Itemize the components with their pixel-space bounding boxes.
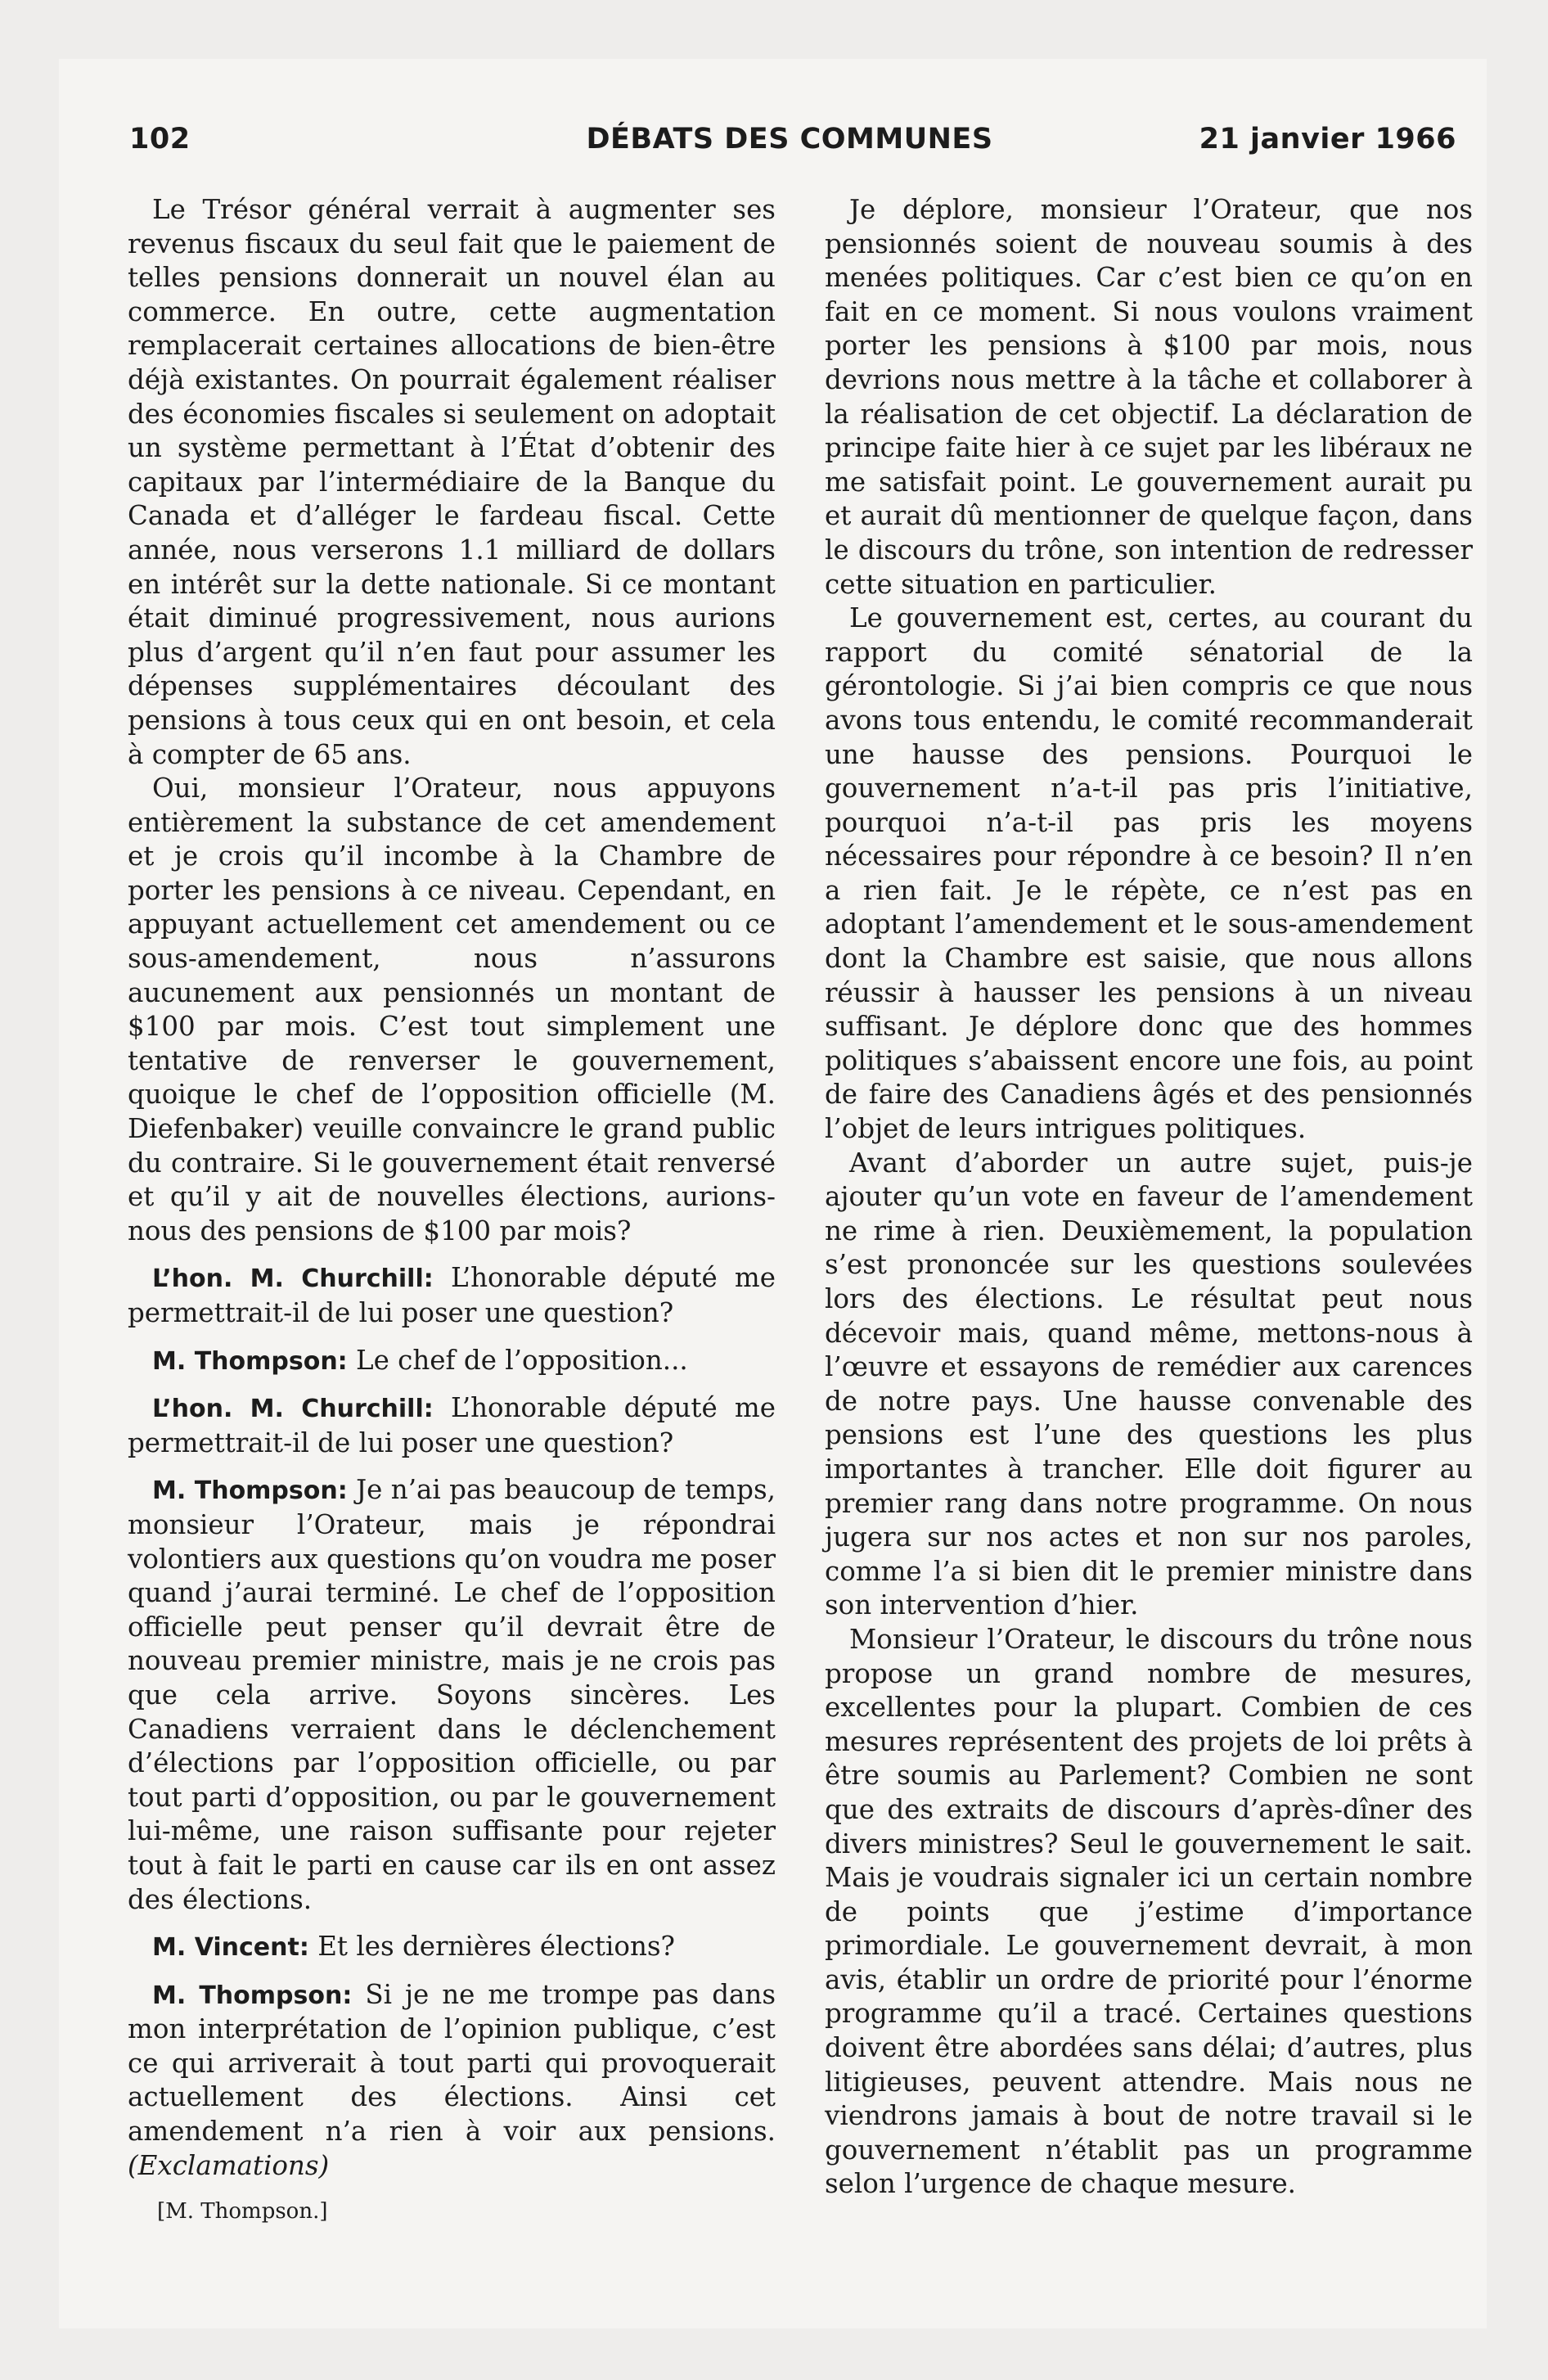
speech-text: Et les dernières élections? [317, 1931, 675, 1963]
speaker-name: L’hon. M. Churchill: [152, 1264, 434, 1294]
header-date: 21 janvier 1966 [1199, 123, 1456, 156]
left-column [128, 193, 776, 2225]
left-paragraph-1: Le Trésor général verrait à augmenter ses revenus fiscaux du seul fait que le paiement de telles pensions donnerait un nouvel élan au commerce. En outre, cette augmentation remplacerait certaines allocations de bien-être déjà existantes. On pourrait également réaliser des économies fiscales si seulement on adoptait un système permettant à l’État d’obtenir des capitaux par l’intermédiaire de la Banque du Canada et d’alléger le fardeau fiscal. Cette année, nous verserons 1.1 milliard de dollars en intérêt sur la dette nationale. Si ce montant était diminué progressivement, nous aurions plus d’argent qu’il n’en faut pour assumer les dépenses supplémentaires découlant des pensions à tous ceux qui en ont besoin, et cela à compter de 65 ans. [128, 194, 776, 770]
right-paragraph-2: Le gouvernement est, certes, au courant du rapport du comité sénatorial de la gérontologie. Si j’ai bien compris ce que nous avons tous entendu, le comité recommanderait une hausse des pensions. Pourquoi le gouvernement n’a-t-il pas pris l’initiative, pourquoi n’a-t-il pas pris les moyens nécessaires pour répondre à ce besoin? Il n’en a rien fait. Je le répète, ce n’est pas en adoptant l’amendement et le sous-amendement dont la Chambre est saisie, que nous allons réussir à hausser les pensions à un niveau suffisant. Je déplore donc que des hommes politiques s’abaissent encore une fois, au point de faire des Canadiens âgés et des pensionnés l’objet de leurs intrigues politiques. [825, 602, 1473, 1145]
speech-text: Si je ne me trompe pas dans mon interprétation de l’opinion publique, c’est ce qui arriverait à tout parti qui provoquerait actuellement des élections. Ainsi cet amendement n’a rien à voir aux pensions. [128, 1978, 776, 2148]
speech-churchill-2 [128, 1391, 776, 1460]
speaker-attribution: [M. Thompson.] [157, 2199, 328, 2224]
speaker-name: M. Thompson: [152, 1476, 348, 1506]
speaker-name: M. Thompson: [152, 1346, 348, 1376]
speech-churchill-1 [128, 1261, 776, 1330]
right-paragraph-4: Monsieur l’Orateur, le discours du trône nous propose un grand nombre de mesures, excellentes pour la plupart. Combien de ces mesures représentent des projets de loi prêts à être soumis au Parlement? Combien ne sont que des extraits de discours d’après-dîner des divers ministres? Seul le gouvernement le sait. Mais je voudrais signaler ici un certain nombre de points que j’estime d’importance primordiale. Le gouvernement devrait, à mon avis, établir un ordre de priorité pour l’énorme programme qu’il a tracé. Certaines questions doivent être abordées sans délai; d’autres, plus litigieuses, peuvent attendre. Mais nous ne viendrons jamais à bout de notre travail si le gouvernement n’établit pas un programme selon l’urgence de chaque mesure. [825, 1623, 1473, 2200]
right-paragraph-1: Je déplore, monsieur l’Orateur, que nos pensionnés soient de nouveau soumis à des menées politiques. Car c’est bien ce qu’on en fait en ce moment. Si nous voulons vraiment porter les pensions à $100 par mois, nous devrions nous mettre à la tâche et collaborer à la réalisation de cet objectif. La déclaration de principe faite hier à ce sujet par les libéraux ne me satisfait point. Le gouvernement aurait pu et aurait dû mentionner de quelque façon, dans le discours du trône, son intention de redresser cette situation en particulier. [825, 194, 1473, 600]
speech-vincent [128, 1930, 776, 1965]
running-title: DÉBATS DES COMMUNES [586, 123, 993, 156]
speech-text: Je n’ai pas beaucoup de temps, monsieur l’Orateur, mais je répondrai volontiers aux questions qu’on voudra me poser quand j’aurai terminé. Le chef de l’opposition officielle peut penser qu’il devrait être de nouveau premier ministre, mais je ne crois pas que cela arrive. Soyons sincères. Les Canadiens verraient dans le déclenchement d’élections par l’opposition officielle, ou par tout parti d’opposition, ou par le gouvernement lui-même, une raison suffisante pour rejeter tout à fait le parti en cause car ils en ont assez des élections. [128, 1474, 776, 1915]
right-paragraph-3: Avant d’aborder un autre sujet, puis-je ajouter qu’un vote en faveur de l’amendement ne rime à rien. Deuxièmement, la population s’est prononcée sur les questions soulevées lors des élections. Le résultat peut nous décevoir mais, quand même, mettons-nous à l’œuvre et essayons de remédier aux carences de notre pays. Une hausse convenable des pensions est l’une des questions les plus importantes à trancher. Elle doit figurer au premier rang dans notre programme. On nous jugera sur nos actes et non sur nos paroles, comme l’a si bien dit le premier ministre dans son intervention d’hier. [825, 1147, 1473, 1621]
left-paragraph-2: Oui, monsieur l’Orateur, nous appuyons entièrement la substance de cet amendement et je crois qu’il incombe à la Chambre de porter les pensions à ce niveau. Cependant, en appuyant actuellement cet amendement ou ce sous-amendement, nous n’assurons aucunement aux pensionnés un montant de $100 par mois. C’est tout simplement une tentative de renverser le gouvernement, quoique le chef de l’opposition officielle (M. Diefenbaker) veuille convaincre le grand public du contraire. Si le gouvernement était renversé et qu’il y ait de nouvelles élections, aurions-nous des pensions de $100 par mois? [128, 773, 776, 1246]
speech-thompson-1 [128, 1344, 776, 1379]
speech-thompson-3 [128, 1978, 776, 2184]
right-column [825, 193, 1473, 2202]
speech-text: L’honorable député me permettrait-il de lui poser une question? [128, 1262, 776, 1328]
speech-text: Le chef de l’opposition... [356, 1344, 688, 1376]
speaker-name: L’hon. M. Churchill: [152, 1395, 434, 1424]
speech-text: L’honorable député me permettrait-il de lui poser une question? [128, 1392, 776, 1458]
speaker-name: M. Vincent: [152, 1933, 309, 1963]
speech-thompson-2 [128, 1473, 776, 1917]
speaker-name: M. Thompson: [152, 1981, 353, 2010]
page-number: 102 [129, 123, 191, 156]
page-header [123, 123, 1456, 172]
exclamations-note: (Exclamations) [128, 2149, 330, 2181]
